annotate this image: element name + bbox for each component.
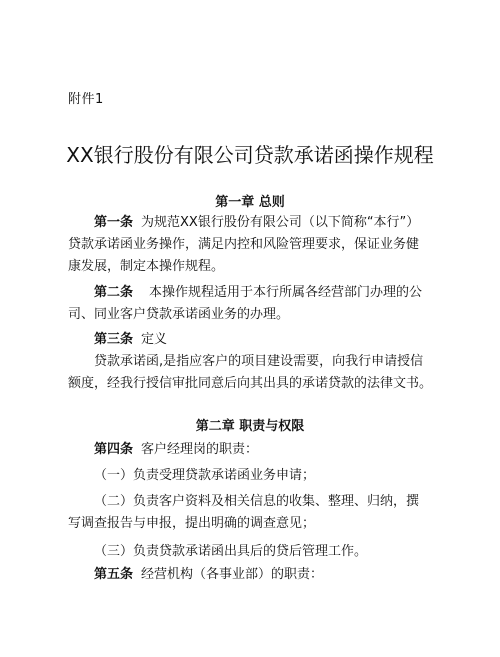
article-5 [68, 564, 448, 586]
article-2-label: 第二条 [94, 285, 134, 300]
article-3 [68, 329, 448, 395]
article-1-line-1 [68, 212, 448, 234]
article-5-heading-line [68, 564, 448, 586]
article-3-label: 第三条 [94, 332, 134, 347]
article-2-line-1 [68, 282, 448, 304]
article-5-label: 第五条 [94, 567, 134, 582]
article-2-line-2: 司、同业客户贷款承诺函业务的办理。 [68, 307, 290, 322]
article-4-title: 客户经理岗的职责： [141, 442, 259, 457]
chapter-2-heading: 第二章 职责与权限 [195, 419, 305, 434]
article-4-item-3: （三）负责贷款承诺函出具后的贷后管理工作。 [94, 544, 368, 559]
article-1-text-1: 为规范XX银行股份有限公司（以下简称“本行”） [141, 215, 420, 230]
article-4-heading-line [68, 439, 448, 461]
article-3-heading-line [68, 329, 448, 351]
article-3-title: 定义 [141, 332, 168, 347]
article-4-label: 第四条 [94, 442, 134, 457]
chapter-1-heading: 第一章 总则 [215, 195, 285, 210]
article-2 [68, 282, 448, 326]
article-4-item-2-line-2: 写调查报告与申报，提出明确的调查意见； [68, 516, 316, 531]
document-title: XX银行股份有限公司贷款承诺函操作规程 [66, 143, 434, 167]
article-5-title: 经营机构（各事业部）的职责： [141, 567, 324, 582]
article-1-line-2: 贷款承诺函业务操作，满足内控和风险管理要求，保证业务健 [68, 237, 420, 252]
article-3-line-1: 贷款承诺函,是指应客户的项目建设需要，向我行申请授信 [94, 354, 424, 369]
article-4-item-2-line-1: （二）负责客户资料及相关信息的收集、整理、归纳，撰 [94, 494, 420, 509]
article-1-label: 第一条 [94, 215, 134, 230]
annex-label: 附件1 [68, 92, 104, 107]
article-4-item-1: （一）负责受理贷款承诺函业务申请； [94, 468, 316, 483]
article-4 [68, 439, 448, 563]
article-2-text-1: 本操作规程适用于本行所属各经营部门办理的公 [149, 285, 423, 300]
article-1 [68, 212, 448, 278]
article-1-line-3: 康发展，制定本操作规程。 [68, 259, 225, 274]
article-3-line-2: 额度，经我行授信审批同意后向其出具的承诺贷款的法律文书。 [68, 376, 433, 391]
